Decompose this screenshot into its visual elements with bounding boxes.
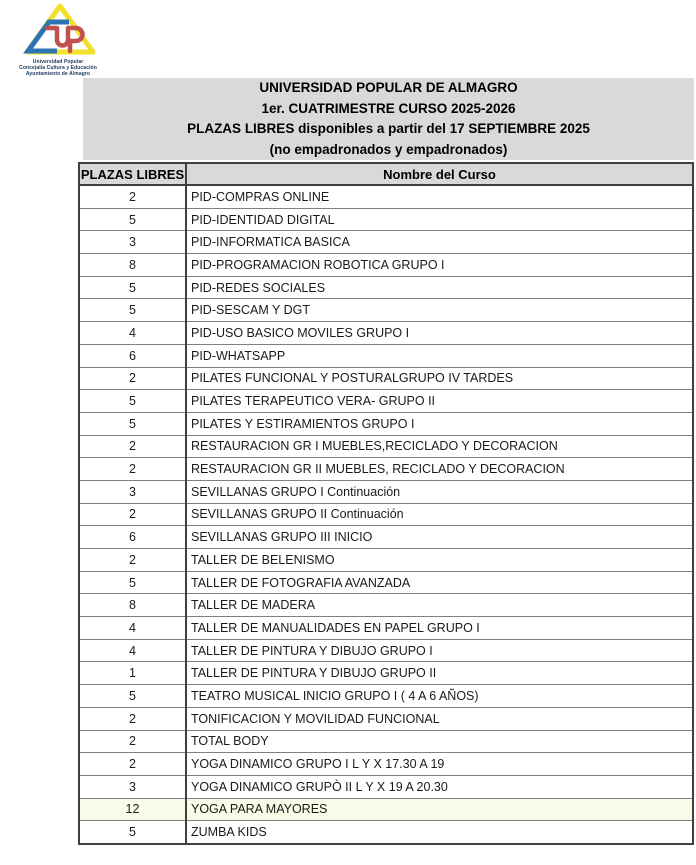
table-row bbox=[79, 480, 693, 503]
course-table bbox=[78, 162, 694, 845]
table-row bbox=[79, 412, 693, 435]
table-row bbox=[79, 367, 693, 390]
table-row bbox=[79, 639, 693, 662]
nombre-curso-cell: PID-SESCAM Y DGT bbox=[186, 299, 693, 322]
plazas-libres-cell: 3 bbox=[79, 231, 186, 254]
plazas-libres-cell: 4 bbox=[79, 617, 186, 640]
plazas-libres-cell: 2 bbox=[79, 435, 186, 458]
table-row bbox=[79, 594, 693, 617]
table-row bbox=[79, 344, 693, 367]
table-row bbox=[79, 322, 693, 345]
header-line-term: 1er. CUATRIMESTRE CURSO 2025-2026 bbox=[261, 100, 516, 116]
logo-caption bbox=[8, 59, 108, 77]
table-row bbox=[79, 685, 693, 708]
plazas-libres-cell: 2 bbox=[79, 185, 186, 208]
nombre-curso-cell: SEVILLANAS GRUPO II Continuación bbox=[186, 503, 693, 526]
nombre-curso-cell: SEVILLANAS GRUPO I Continuación bbox=[186, 480, 693, 503]
nombre-curso-cell: TALLER DE MADERA bbox=[186, 594, 693, 617]
nombre-curso-cell: PID-USO BASICO MOVILES GRUPO I bbox=[186, 322, 693, 345]
plazas-libres-cell: 5 bbox=[79, 685, 186, 708]
nombre-curso-cell: PID-IDENTIDAD DIGITAL bbox=[186, 208, 693, 231]
plazas-libres-cell: 6 bbox=[79, 526, 186, 549]
plazas-libres-cell: 1 bbox=[79, 662, 186, 685]
table-row bbox=[79, 617, 693, 640]
nombre-curso-cell: PILATES FUNCIONAL Y POSTURALGRUPO IV TARDES bbox=[186, 367, 693, 390]
nombre-curso-cell: YOGA DINAMICO GRUPO I L Y X 17.30 A 19 bbox=[186, 753, 693, 776]
table-row bbox=[79, 503, 693, 526]
header-line-availability: PLAZAS LIBRES disponibles a partir del 17 SEPTIEMBRE 2025 bbox=[187, 121, 590, 136]
plazas-libres-cell: 2 bbox=[79, 503, 186, 526]
logo-org-line-3: Ayuntamiento de Almagro bbox=[25, 71, 91, 77]
nombre-curso-cell: PID-REDES SOCIALES bbox=[186, 276, 693, 299]
nombre-curso-cell: PILATES Y ESTIRAMIENTOS GRUPO I bbox=[186, 412, 693, 435]
plazas-libres-cell: 5 bbox=[79, 390, 186, 413]
logo-org-line-1: Universidad Popular bbox=[32, 59, 84, 65]
nombre-curso-cell: PID-WHATSAPP bbox=[186, 344, 693, 367]
plazas-libres-cell: 2 bbox=[79, 367, 186, 390]
nombre-curso-cell: TONIFICACION Y MOVILIDAD FUNCIONAL bbox=[186, 707, 693, 730]
column-header-plazas-libres: PLAZAS LIBRES bbox=[79, 163, 186, 185]
plazas-libres-cell: 5 bbox=[79, 208, 186, 231]
table-header-row bbox=[79, 163, 693, 185]
table-row bbox=[79, 185, 693, 208]
nombre-curso-cell: RESTAURACION GR II MUEBLES, RECICLADO Y DECORACION bbox=[186, 458, 693, 481]
nombre-curso-cell: TALLER DE PINTURA Y DIBUJO GRUPO I bbox=[186, 639, 693, 662]
table-row bbox=[79, 390, 693, 413]
nombre-curso-cell: YOGA PARA MAYORES bbox=[186, 798, 693, 821]
nombre-curso-cell: PID-PROGRAMACION ROBOTICA GRUPO I bbox=[186, 254, 693, 277]
nombre-curso-cell: TALLER DE MANUALIDADES EN PAPEL GRUPO I bbox=[186, 617, 693, 640]
up-logo bbox=[8, 2, 108, 77]
plazas-libres-cell: 4 bbox=[79, 639, 186, 662]
plazas-libres-cell: 4 bbox=[79, 322, 186, 345]
nombre-curso-cell: PILATES TERAPEUTICO VERA- GRUPO II bbox=[186, 390, 693, 413]
nombre-curso-cell: TALLER DE FOTOGRAFIA AVANZADA bbox=[186, 571, 693, 594]
plazas-libres-cell: 5 bbox=[79, 299, 186, 322]
nombre-curso-cell: PID-COMPRAS ONLINE bbox=[186, 185, 693, 208]
document-header bbox=[83, 78, 694, 160]
table-row bbox=[79, 208, 693, 231]
plazas-libres-cell: 2 bbox=[79, 753, 186, 776]
table-row bbox=[79, 458, 693, 481]
table-row bbox=[79, 707, 693, 730]
nombre-curso-cell: TEATRO MUSICAL INICIO GRUPO I ( 4 A 6 AÑOS) bbox=[186, 685, 693, 708]
header-line-note: (no empadronados y empadronados) bbox=[269, 141, 508, 157]
plazas-libres-cell: 8 bbox=[79, 594, 186, 617]
nombre-curso-cell: YOGA DINAMICO GRUPÒ II L Y X 19 A 20.30 bbox=[186, 775, 693, 798]
nombre-curso-cell: TALLER DE BELENISMO bbox=[186, 549, 693, 572]
table-row bbox=[79, 435, 693, 458]
table-row bbox=[79, 775, 693, 798]
column-header-nombre-curso: Nombre del Curso bbox=[186, 163, 693, 185]
table-row bbox=[79, 254, 693, 277]
up-logo-icon bbox=[19, 2, 97, 58]
course-table-body bbox=[79, 185, 693, 844]
plazas-libres-cell: 12 bbox=[79, 798, 186, 821]
table-row bbox=[79, 231, 693, 254]
plazas-libres-cell: 8 bbox=[79, 254, 186, 277]
nombre-curso-cell: ZUMBA KIDS bbox=[186, 821, 693, 844]
nombre-curso-cell: SEVILLANAS GRUPO III INICIO bbox=[186, 526, 693, 549]
plazas-libres-cell: 5 bbox=[79, 276, 186, 299]
plazas-libres-cell: 2 bbox=[79, 458, 186, 481]
table-row bbox=[79, 549, 693, 572]
plazas-libres-cell: 5 bbox=[79, 412, 186, 435]
table-row bbox=[79, 526, 693, 549]
plazas-libres-cell: 5 bbox=[79, 821, 186, 844]
nombre-curso-cell: PID-INFORMATICA BASICA bbox=[186, 231, 693, 254]
plazas-libres-cell: 3 bbox=[79, 480, 186, 503]
table-row bbox=[79, 299, 693, 322]
plazas-libres-cell: 2 bbox=[79, 549, 186, 572]
table-row bbox=[79, 662, 693, 685]
plazas-libres-cell: 2 bbox=[79, 707, 186, 730]
table-row bbox=[79, 730, 693, 753]
plazas-libres-cell: 5 bbox=[79, 571, 186, 594]
nombre-curso-cell: TOTAL BODY bbox=[186, 730, 693, 753]
plazas-libres-cell: 2 bbox=[79, 730, 186, 753]
table-row bbox=[79, 798, 693, 821]
header-line-university: UNIVERSIDAD POPULAR DE ALMAGRO bbox=[259, 80, 518, 95]
nombre-curso-cell: TALLER DE PINTURA Y DIBUJO GRUPO II bbox=[186, 662, 693, 685]
table-row bbox=[79, 571, 693, 594]
table-row bbox=[79, 276, 693, 299]
table-row bbox=[79, 753, 693, 776]
table-row bbox=[79, 821, 693, 844]
plazas-libres-cell: 3 bbox=[79, 775, 186, 798]
plazas-libres-cell: 6 bbox=[79, 344, 186, 367]
logo-org-line-2: Concejalía Cultura y Educación bbox=[19, 65, 97, 71]
nombre-curso-cell: RESTAURACION GR I MUEBLES,RECICLADO Y DECORACION bbox=[186, 435, 693, 458]
